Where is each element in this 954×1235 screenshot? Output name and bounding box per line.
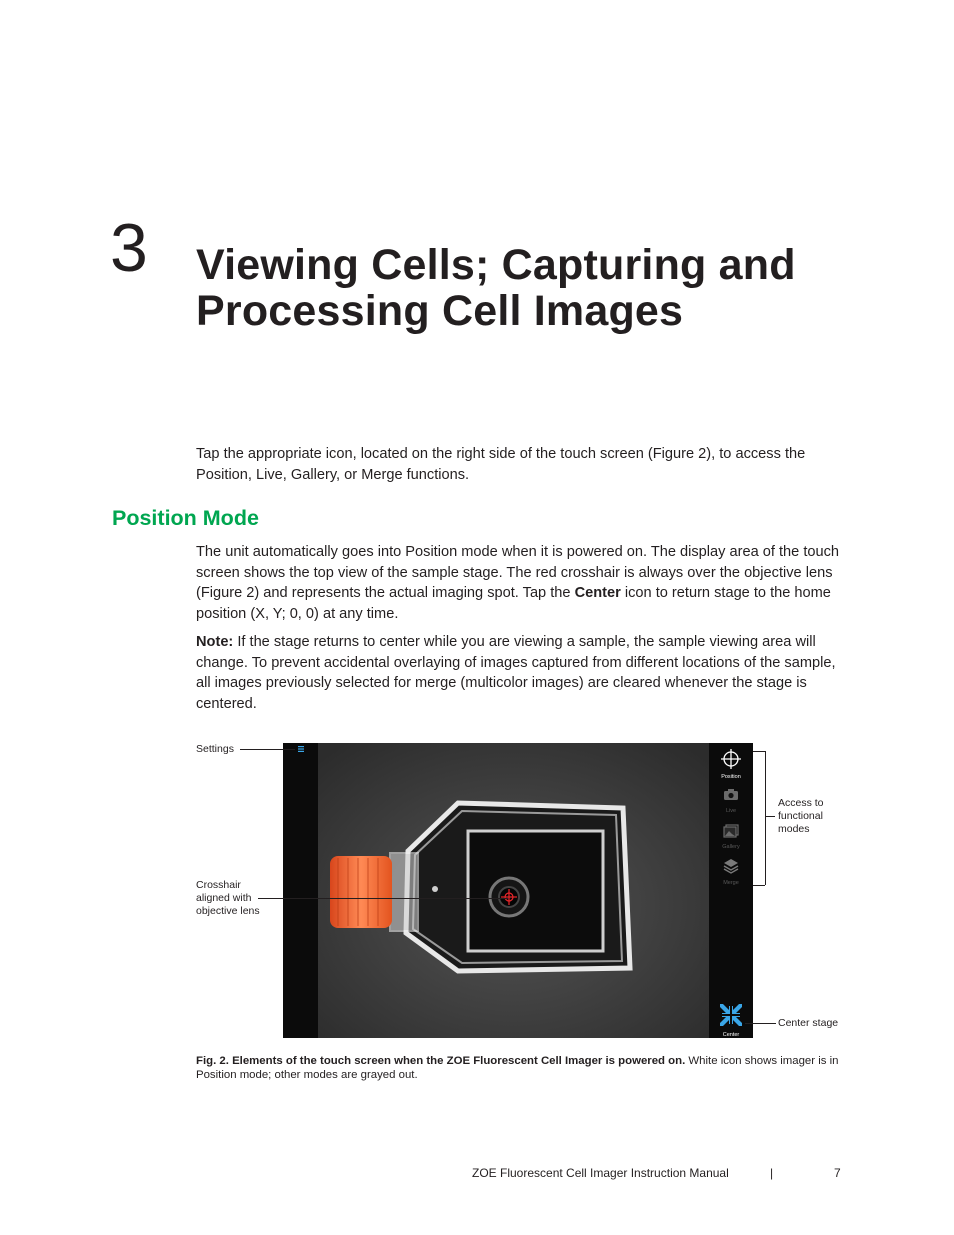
center-arrows-icon (719, 1003, 743, 1027)
note-paragraph (196, 632, 841, 714)
callout-line-crosshair (258, 898, 508, 899)
note-label: Note: (196, 634, 234, 650)
intro-paragraph: Tap the appropriate icon, located on the right side of the touch screen (Figure 2), to access the Position, Live, Gallery, or Merge functions. (196, 446, 806, 483)
callout-modes-line-1: Access to (778, 797, 824, 809)
callout-crosshair (196, 879, 260, 918)
stage-view-image (318, 743, 709, 1038)
flask-cap (330, 856, 392, 928)
mode-label-position: Position (721, 774, 741, 780)
chapter-number: 3 (110, 210, 148, 286)
bracket-top (753, 751, 765, 752)
callout-modes-line-3: modes (778, 823, 810, 835)
callout-crosshair-line-1: Crosshair (196, 879, 241, 891)
callout-settings: Settings (196, 743, 234, 755)
position-mode-paragraph (196, 542, 841, 624)
camera-icon (722, 787, 740, 803)
bracket-tick (765, 816, 775, 817)
screen-left-bar (283, 743, 318, 1038)
footer-separator: | (770, 1166, 774, 1180)
callout-modes (778, 797, 824, 836)
callout-line-center (745, 1023, 776, 1024)
screen-right-bar (709, 743, 753, 1038)
gallery-icon (722, 823, 740, 839)
mode-label-center: Center (722, 1032, 740, 1038)
paragraph-text-end: icon to return stage to the home position (X, Y; 0, 0) at any time. (196, 585, 831, 622)
callout-crosshair-line-2: aligned with (196, 892, 252, 904)
mode-button-merge[interactable] (709, 857, 753, 887)
center-stage-button[interactable] (709, 1003, 753, 1039)
callout-modes-line-2: functional (778, 810, 823, 822)
figure-caption (196, 1054, 846, 1082)
bracket-vertical (765, 751, 766, 885)
paragraph-text: The unit automatically goes into Position mode when it is powered on. The display area of the touch screen shows the top view of the sample stage. The red crosshair is always over the objective lens (Figure 2) and represents the actual imaging spot. Tap the (196, 544, 840, 601)
chapter-title (196, 242, 896, 334)
note-text: If the stage returns to center while you are viewing a sample, the sample viewing area will change. To prevent accidental overlaying of images captured from different locations of the sample, all images previously selected for merge (multicolor images) are cleared whenever the stage is centered. (196, 634, 836, 712)
caption-bold: Fig. 2. Elements of the touch screen when the ZOE Fluorescent Cell Imager is powered on. (196, 1055, 686, 1067)
center-term: Center (574, 585, 621, 601)
caption-text: White icon shows imager is in Position mode; other modes are grayed out. (196, 1055, 839, 1081)
footer-manual-title: ZOE Fluorescent Cell Imager Instruction Manual (472, 1166, 729, 1180)
chapter-title-line-1: Viewing Cells; Capturing and (196, 241, 796, 289)
callout-line-settings (240, 749, 295, 750)
bracket-bottom (753, 885, 765, 886)
footer-page-number: 7 (834, 1166, 841, 1180)
settings-icon[interactable] (297, 745, 305, 753)
mode-label-live: Live (725, 808, 737, 814)
callout-center-stage: Center stage (778, 1017, 839, 1029)
mode-button-position[interactable] (709, 749, 753, 781)
layers-icon (722, 857, 740, 875)
mode-button-gallery[interactable] (709, 823, 753, 851)
section-heading: Position Mode (112, 506, 259, 530)
mode-button-live[interactable] (709, 787, 753, 815)
callout-crosshair-line-3: objective lens (196, 905, 260, 917)
mode-label-gallery: Gallery (722, 844, 740, 850)
mode-label-merge: Merge (723, 880, 739, 886)
chapter-title-line-2: Processing Cell Images (196, 287, 684, 335)
position-icon (721, 749, 741, 769)
